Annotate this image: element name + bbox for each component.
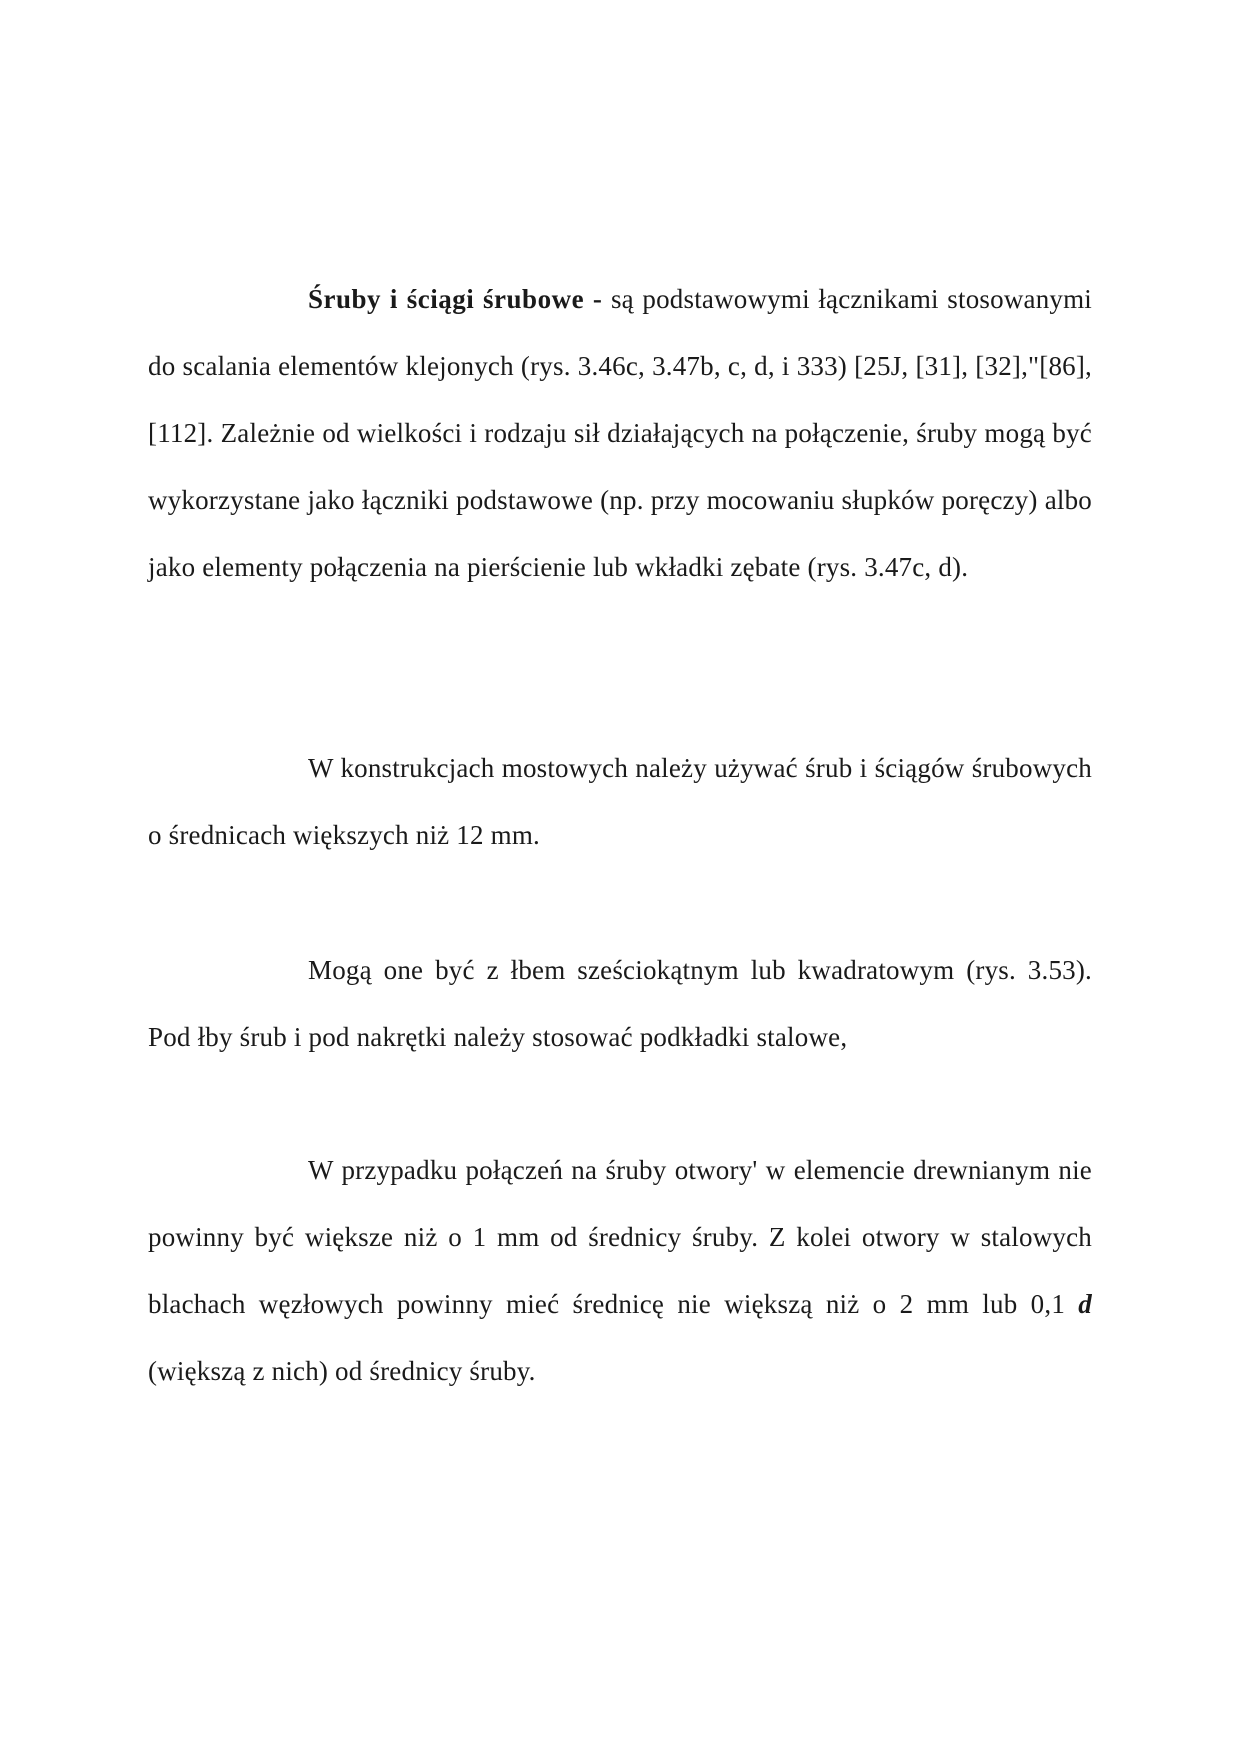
paragraph-bolts-definition — [148, 266, 1092, 601]
paragraph-text: są podstawowymi łącznikami stosowanymi do scalania elementów klejonych (rys. 3.46c, 3.47b, c, d, i 333) [25J, [31], [32],"[86], [112]. Zależnie od wielkości i rodzaju sił działających na połączenie, śruby mogą być wykorzystane jako łączniki podstawowe (np. przy mocowaniu słupków poręczy) albo jako elementy połączenia na pierścienie lub wkładki zębate (rys. 3.47c, d). — [148, 284, 1093, 582]
paragraph-bolt-heads — [148, 937, 1092, 1071]
paragraph-text-after: (większą z nich) od średnicy śruby. — [148, 1356, 536, 1386]
paragraph-text-before: W przypadku połączeń na śruby otwory' w elemencie drewnianym nie powinny być większe niż o 1 mm od średnicy śruby. Z kolei otwory w stalowych blachach węzłowych powinny mieć średnicę nie większą niż o 2 mm lub 0,1 — [148, 1155, 1092, 1319]
paragraph-text: Mogą one być z łbem sześciokątnym lub kwadratowym (rys. 3.53). Pod łby śrub i pod nakrętki należy stosować podkładki stalowe, — [148, 955, 1092, 1052]
diameter-variable: d — [1078, 1289, 1092, 1319]
term-heading: Śruby i ściągi śrubowe - — [308, 284, 603, 314]
paragraph-text: W konstrukcjach mostowych należy używać śrub i ściągów śrubowych o średnicach większych niż 12 mm. — [148, 753, 1092, 850]
paragraph-hole-tolerances — [148, 1137, 1092, 1405]
paragraph-bridge-constructions — [148, 735, 1092, 869]
